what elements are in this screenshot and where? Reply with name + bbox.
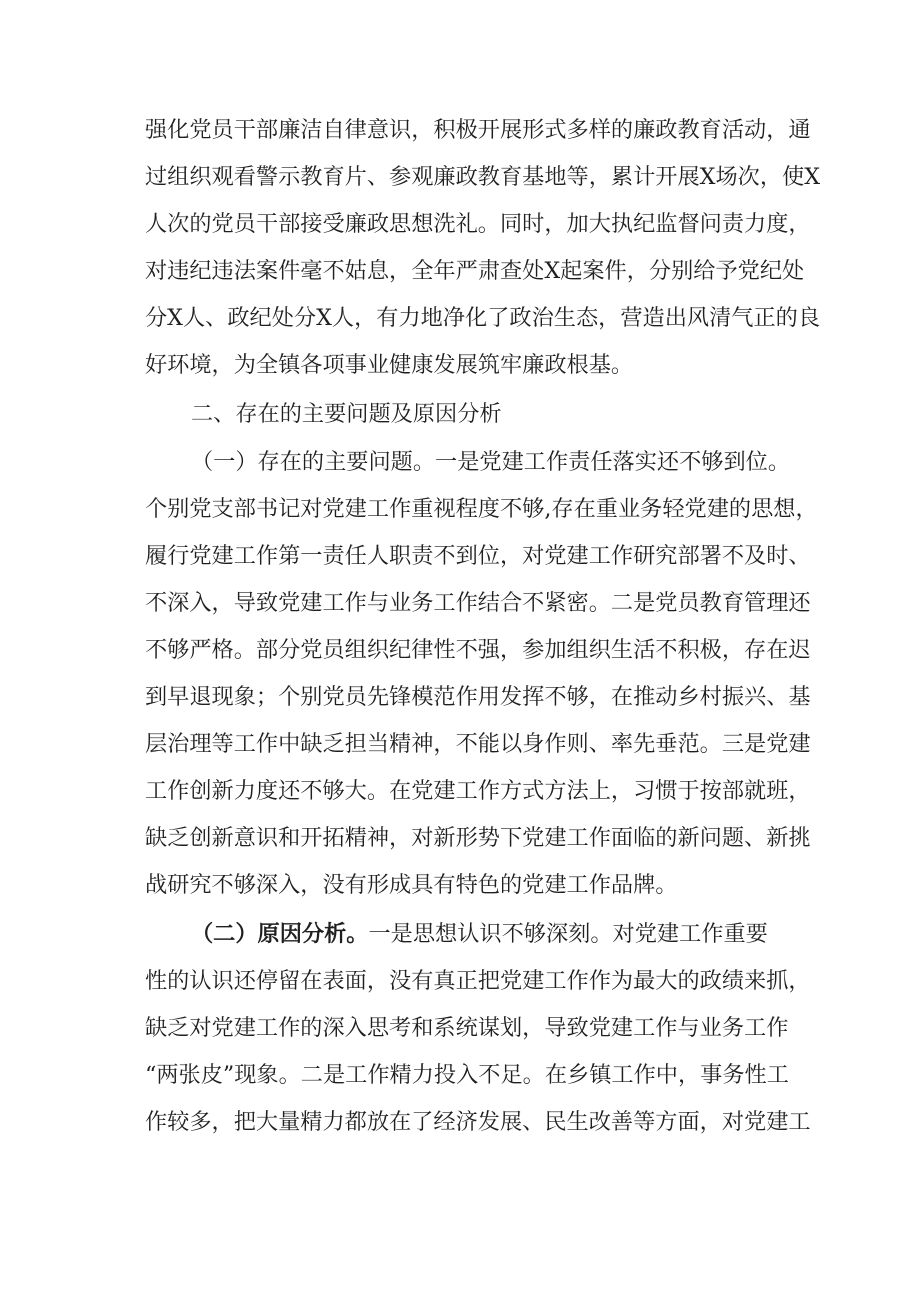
paragraph-line: 过组织观看警示教育片、参观廉政教育基地等，累计开展X场次，使X <box>145 164 821 190</box>
paragraph-line: 不够严格。部分党员组织纪律性不强，参加组织生活不积极，存在迟 <box>145 637 811 663</box>
subsection-text: 一是思想认识不够深刻。对党建工作重要 <box>368 921 768 947</box>
subsection-lead-line <box>191 912 831 956</box>
paragraph-line: 对违纪违法案件毫不姑息，全年严肃查处X起案件，分别给予党纪处 <box>145 258 805 284</box>
paragraph-line: 到早退现象；个别党员先锋模范作用发挥不够，在推动乡村振兴、基 <box>145 684 811 710</box>
paragraph-line: 作较多，把大量精力都放在了经济发展、民生改善等方面，对党建工 <box>145 1109 811 1135</box>
paragraph-line: 个别党支部书记对党建工作重视程度不够,存在重业务轻党建的思想， <box>145 496 818 522</box>
paragraph-line: 性的认识还停留在表面，没有真正把党建工作作为最大的政绩来抓， <box>145 968 811 994</box>
paragraph-line: 强化党员干部廉洁自律意识，积极开展形式多样的廉政教育活动，通 <box>145 117 811 143</box>
paragraph-line: 缺乏创新意识和开拓精神，对新形势下党建工作面临的新问题、新挑 <box>145 825 811 851</box>
paragraph-line: 战研究不够深入，没有形成具有特色的党建工作品牌。 <box>145 872 678 898</box>
paragraph-line: 好环境，为全镇各项事业健康发展筑牢廉政根基。 <box>145 352 634 378</box>
subsection-title: （二）原因分析。 <box>191 921 369 947</box>
subsection-lead-line: （一）存在的主要问题。一是党建工作责任落实还不够到位。 <box>191 449 791 475</box>
paragraph-line: “两张皮”现象。二是工作精力投入不足。在乡镇工作中，事务性工 <box>145 1062 789 1088</box>
paragraph-line: 人次的党员干部接受廉政思想洗礼。同时，加大执纪监督问责力度， <box>145 211 811 237</box>
section-heading: 二、存在的主要问题及原因分析 <box>191 401 502 427</box>
paragraph-line: 工作创新力度还不够大。在党建工作方式方法上，习惯于按部就班， <box>145 778 811 804</box>
paragraph-line: 不深入，导致党建工作与业务工作结合不紧密。二是党员教育管理还 <box>145 590 811 616</box>
paragraph-line: 缺乏对党建工作的深入思考和系统谋划，导致党建工作与业务工作 <box>145 1015 789 1041</box>
paragraph-line: 分X人、政纪处分X人，有力地净化了政治生态，营造出风清气正的良 <box>145 305 821 331</box>
paragraph-line: 履行党建工作第一责任人职责不到位，对党建工作研究部署不及时、 <box>145 543 811 569</box>
paragraph-line: 层治理等工作中缺乏担当精神，不能以身作则、率先垂范。三是党建 <box>145 731 811 757</box>
